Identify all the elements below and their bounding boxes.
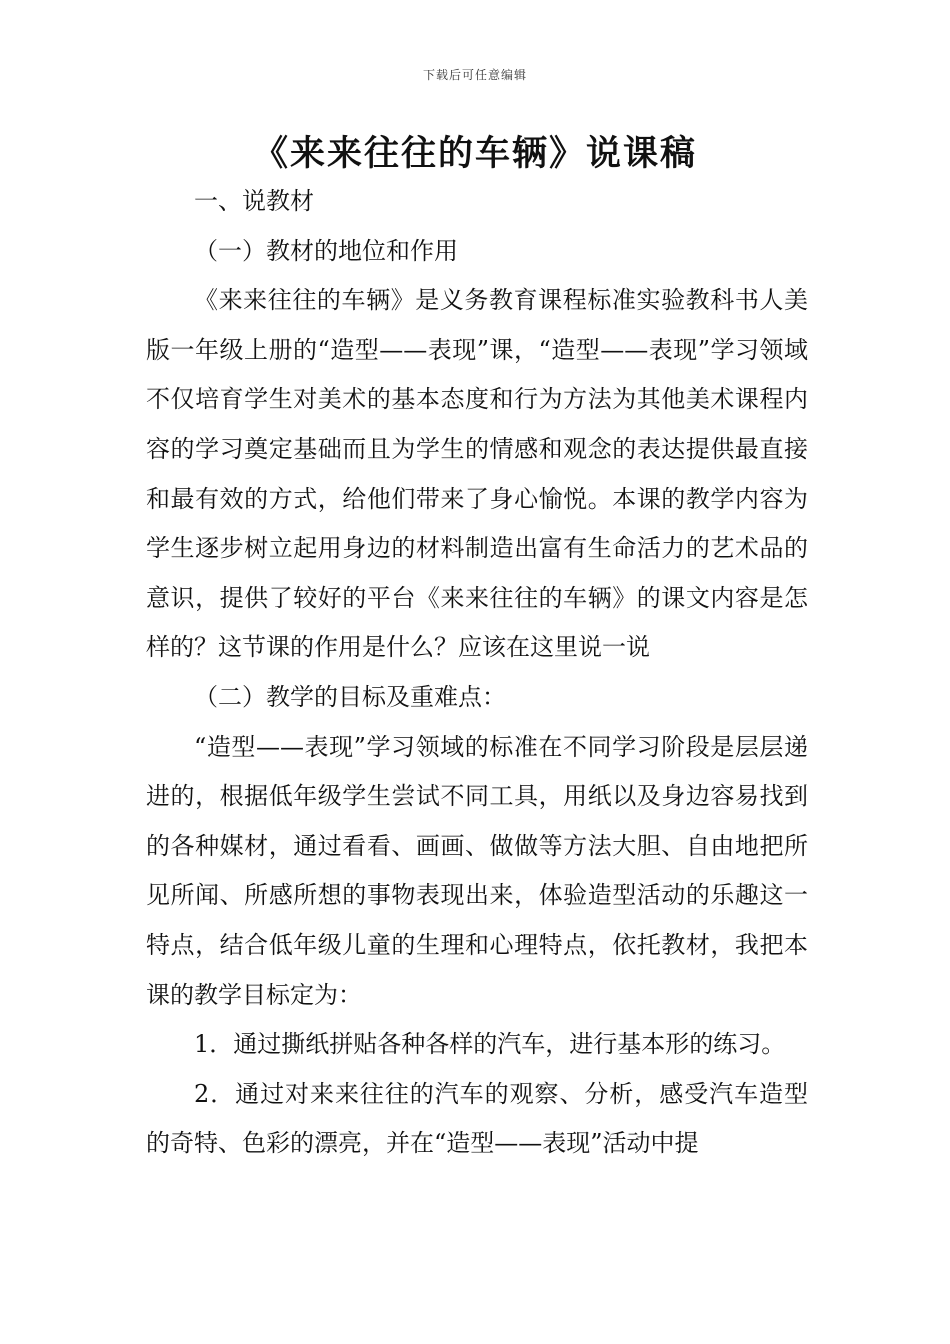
body-paragraph: “造型——表现”学习领域的标准在不同学习阶段是层层递进的，根据低年级学生尝试不同工具，用纸以及身边容易找到的各种媒材，通过看看、画画、做做等方法大胆、自由地把所见所闻、所感所想的事物表现出来，体验造型活动的乐趣这一特点，结合低年级儿童的生理和心理特点，依托教材，我把本课的教学目标定为： [146, 732, 808, 1009]
body-paragraph: 《来来往往的车辆》是义务教育课程标准实验教科书人美版一年级上册的“造型——表现”课，“造型——表现”学习领域不仅培育学生对美术的基本态度和行为方法为其他美术课程内容的学习奠定基础而且为学生的情感和观念的表达提供最直接和最有效的方式，给他们带来了身心愉悦。本课的教学内容为学生逐步树立起用身边的材料制造出富有生命活力的艺术品的意识，提供了较好的平台《来来往往的车辆》的课文内容是怎样的？这节课的作用是什么？应该在这里说一说 [146, 286, 808, 662]
subsection-heading: （二）教学的目标及重难点： [194, 682, 506, 711]
list-item: 1．通过撕纸拼贴各种各样的汽车，进行基本形的练习。 [194, 1030, 786, 1059]
list-item: 2．通过对来来往往的汽车的观察、分析，感受汽车造型的奇特、色彩的漂亮，并在“造型——表现”活动中提 [146, 1079, 808, 1158]
document-body [146, 177, 808, 1169]
document-title: 《来来往往的车辆》说课稿 [252, 134, 697, 174]
header-note: 下载后可任意编辑 [422, 68, 527, 82]
section-heading: 一、说教材 [194, 187, 314, 215]
subsection-heading: （一）教材的地位和作用 [194, 236, 458, 265]
